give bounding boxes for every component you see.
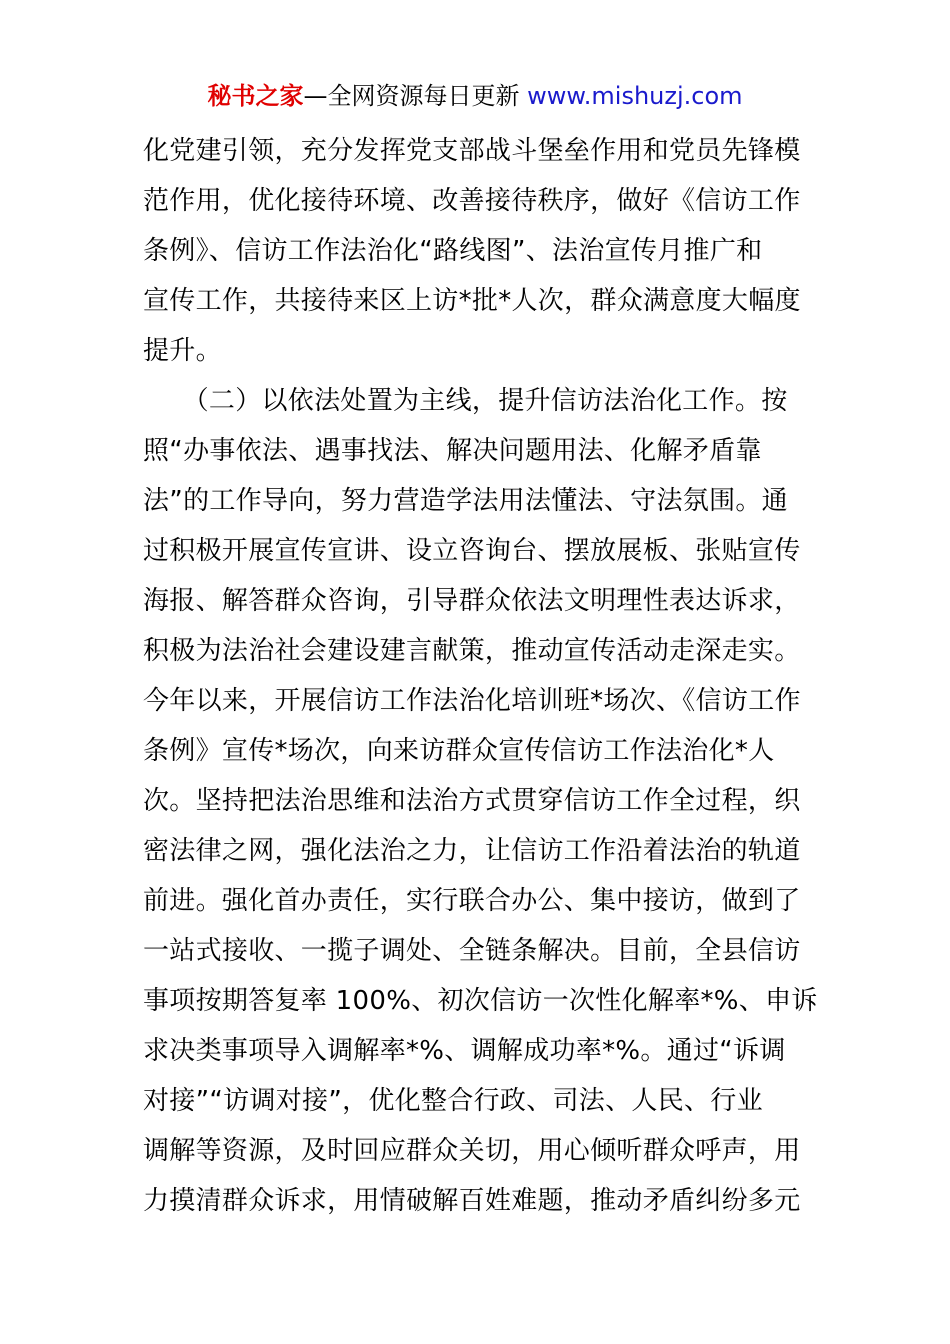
text-line: 一站式接收、一揽子调处、全链条解决。目前，全县信访 — [143, 936, 801, 966]
site-tagline: —全网资源每日更新 — [303, 82, 520, 110]
text-line: 条例》宣传*场次，向来访群众宣传信访工作法治化*人 — [143, 736, 775, 766]
text-line: 化党建引领，充分发挥党支部战斗堡垒作用和党员先锋模 — [143, 136, 801, 166]
text-line: 宣传工作，共接待来区上访*批*人次，群众满意度大幅度 — [143, 286, 801, 316]
text-line: 调解等资源，及时回应群众关切，用心倾听群众呼声，用 — [143, 1136, 801, 1166]
site-brand: 秘书之家 — [207, 82, 304, 110]
text-line: 积极为法治社会建设建言献策，推动宣传活动走深走实。 — [143, 636, 801, 666]
text-line: 事项按期答复率 100%、初次信访一次性化解率*%、申诉 — [143, 986, 818, 1016]
text-line: 照“办事依法、遇事找法、解决问题用法、化解矛盾靠 — [143, 436, 762, 466]
text-line: 法”的工作导向，努力营造学法用法懂法、守法氛围。通 — [143, 486, 788, 516]
site-header — [0, 80, 950, 112]
text-line: 海报、解答群众咨询，引导群众依法文明理性表达诉求， — [143, 586, 801, 616]
text-line: 今年以来，开展信访工作法治化培训班*场次、《信访工作 — [143, 686, 801, 716]
text-line: 次。坚持把法治思维和法治方式贯穿信访工作全过程，织 — [143, 786, 801, 816]
text-line: 提升。 — [143, 336, 222, 366]
text-line: 力摸清群众诉求，用情破解百姓难题，推动矛盾纠纷多元 — [143, 1186, 801, 1216]
text-line: （二）以依法处置为主线，提升信访法治化工作。按 — [143, 386, 788, 416]
text-line: 范作用，优化接待环境、改善接待秩序，做好《信访工作 — [143, 186, 801, 216]
text-line: 过积极开展宣传宣讲、设立咨询台、摆放展板、张贴宣传 — [143, 536, 801, 566]
text-line: 求决类事项导入调解率*%、调解成功率*%。通过“诉调 — [143, 1036, 786, 1066]
text-line: 对接”“访调对接”，优化整合行政、司法、人民、行业 — [143, 1086, 763, 1116]
text-line: 前进。强化首办责任，实行联合办公、集中接访，做到了 — [143, 886, 801, 916]
site-url-link[interactable]: www.mishuzj.com — [527, 82, 743, 110]
document-body — [143, 126, 818, 1226]
text-line: 条例》、信访工作法治化“路线图”、法治宣传月推广和 — [143, 236, 763, 266]
text-line: 密法律之网，强化法治之力，让信访工作沿着法治的轨道 — [143, 836, 801, 866]
